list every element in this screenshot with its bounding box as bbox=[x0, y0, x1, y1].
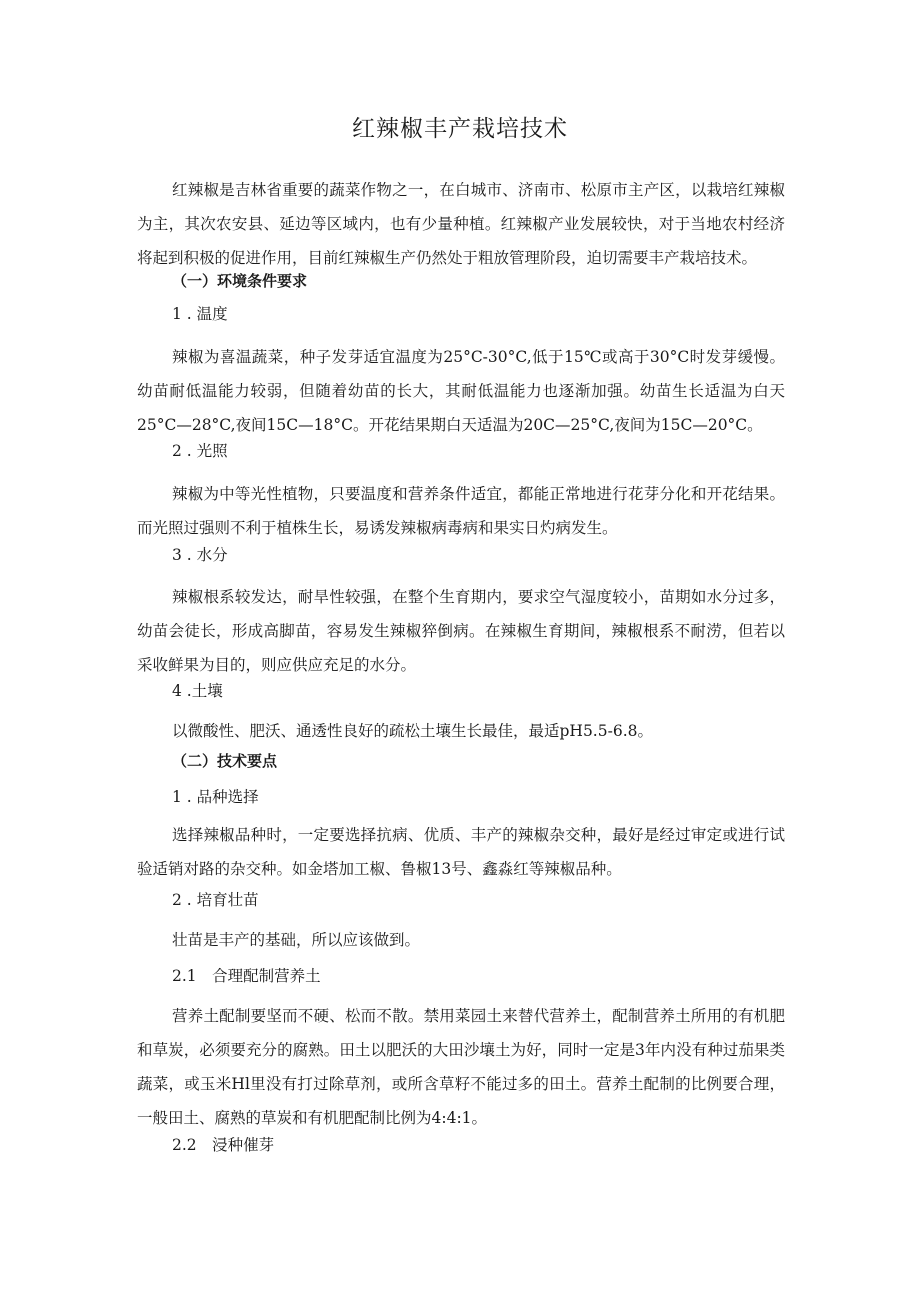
paragraph-soil: 以微酸性、肥沃、通透性良好的疏松土壤生长最佳，最适pH5.5-6.8。 bbox=[172, 722, 653, 740]
heading-soil: 4 .土壤 bbox=[172, 682, 223, 700]
heading-water: 3 . 水分 bbox=[172, 546, 228, 564]
heading-nutrient-soil: 2.1 合理配制营养土 bbox=[172, 967, 321, 985]
paragraph-variety: 选择辣椒品种时，一定要选择抗病、优质、丰产的辣椒杂交种，最好是经过审定或进行试验适销对路的杂交种。如金塔加工椒、鲁椒13号、鑫淼红等辣椒品种。 bbox=[137, 826, 785, 878]
paragraph-nutrient-soil: 营养土配制要坚而不硬、松而不散。禁用菜园土来替代营养土，配制营养土所用的有机肥和草炭，必须要充分的腐熟。田土以肥沃的大田沙壤土为好，同时一定是3年内没有种过茄果类蔬菜，或玉米Hl里没有打过除草剂，或所含草籽不能过多的田土。营养土配制的比例要合理，一般田土、腐熟的草炭和有机肥配制比例为4:4:1。 bbox=[137, 1007, 785, 1127]
section-heading-environment: （一）环境条件要求 bbox=[172, 272, 308, 290]
heading-variety: 1 . 品种选择 bbox=[172, 788, 259, 806]
heading-soak-seeds: 2.2 浸种催芽 bbox=[172, 1136, 275, 1154]
intro-paragraph: 红辣椒是吉林省重要的蔬菜作物之一，在白城市、济南市、松原市主产区，以栽培红辣椒为主，其次农安县、延边等区域内，也有少量种植。红辣椒产业发展较快，对于当地农村经济将起到积极的促进作用，目前红辣椒生产仍然处于粗放管理阶段，迫切需要丰产栽培技术。 bbox=[137, 181, 785, 267]
heading-temperature: 1 . 温度 bbox=[172, 305, 228, 323]
paragraph-seedling: 壮苗是丰产的基础，所以应该做到。 bbox=[172, 931, 421, 949]
heading-seedling: 2 . 培育壮苗 bbox=[172, 891, 259, 909]
paragraph-water: 辣椒根系较发达，耐旱性较强，在整个生育期内，要求空气湿度较小，苗期如水分过多，幼苗会徒长，形成高脚苗，容易发生辣椒猝倒病。在辣椒生育期间，辣椒根系不耐涝，但若以采收鲜果为目的，则应供应充足的水分。 bbox=[137, 588, 785, 674]
heading-light: 2 . 光照 bbox=[172, 442, 228, 460]
document-title: 红辣椒丰产栽培技术 bbox=[352, 116, 568, 142]
paragraph-light: 辣椒为中等光性植物，只要温度和营养条件适宜，都能正常地进行花芽分化和开花结果。而光照过强则不利于植株生长，易诱发辣椒病毒病和果实日灼病发生。 bbox=[137, 485, 785, 537]
section-heading-technique: （二）技术要点 bbox=[172, 752, 278, 770]
paragraph-temperature: 辣椒为喜温蔬菜，种子发芽适宜温度为25°C-30°C,低于15℃或高于30°C时发芽缓慢。幼苗耐低温能力较弱，但随着幼苗的长大，其耐低温能力也逐渐加强。幼苗生长适温为白天25°C—28°C,夜间15C—18°C。开花结果期白天适温为20C—25°C,夜间为15C—20°C。 bbox=[137, 348, 785, 434]
